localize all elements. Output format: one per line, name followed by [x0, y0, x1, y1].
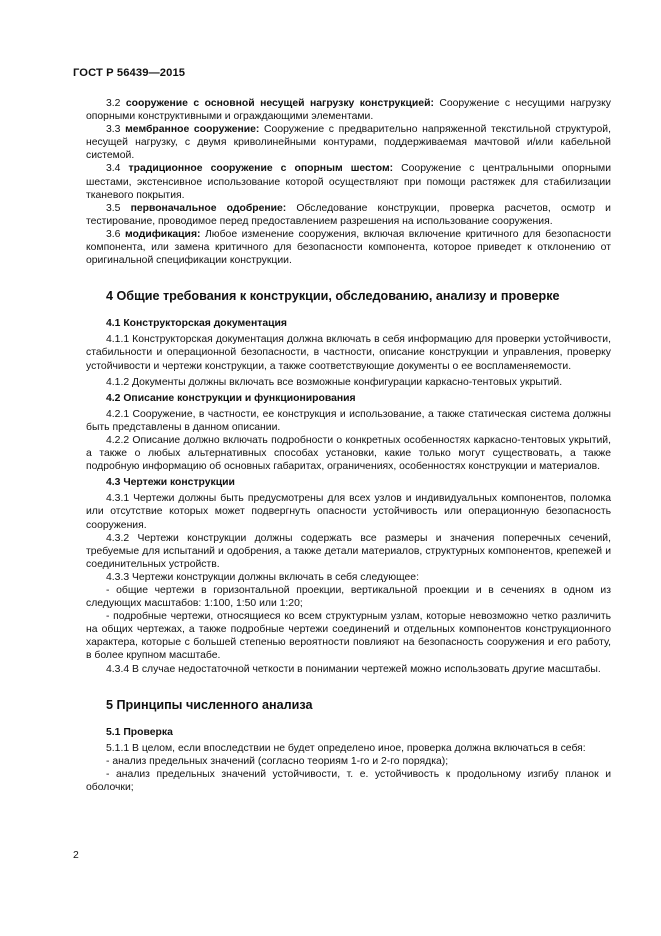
section-4-heading: 4 Общие требования к конструкции, обследованию, анализу и проверке	[106, 289, 560, 304]
paragraph-4-1-1: 4.1.1 Конструкторская документация должна включать в себя информацию для проверки устойчивости, стабильности и операционной безопасности, в частности, описание конструкции и управления, проверку устойчивости и чертежи конструкции, а также соответствующие документы о ее воспламеняемости.	[86, 334, 611, 372]
definition-term: традиционное сооружение с опорным шестом:	[128, 163, 394, 175]
paragraph-5-1-1: 5.1.1 В целом, если впоследствии не будет определено иное, проверка должна включаться в себя:	[106, 742, 586, 754]
section-5-heading: 5 Принципы численного анализа	[106, 697, 313, 712]
definition-3-2: 3.2 сооружение с основной несущей нагрузку конструкцией: Сооружение с несущими нагрузку опорными конструктивными и ограждающими элементами.	[86, 98, 611, 123]
definition-term: первоначальное одобрение:	[130, 202, 287, 214]
list-item: - подробные чертежи, относящиеся ко всем структурным узлам, которые невозможно четко различить на общих чертежах, а также подробные чертежи соединений и отдельных компонентов конструкционного характера, которые с большей степенью вероятности повлияют на безопасность сооружения и его работу, в более крупном масштабе.	[86, 611, 611, 662]
document-body	[86, 97, 611, 794]
list-item: - анализ предельных значений устойчивости, т. е. устойчивость к продольному изгибу планок и оболочки;	[86, 768, 611, 794]
subsection-5-1-heading: 5.1 Проверка	[106, 726, 173, 738]
definition-term: модификация:	[124, 228, 201, 240]
paragraph-4-3-2: 4.3.2 Чертежи конструкции должны содержать все размеры и значения поперечных сечений, требуемые для испытаний и одобрения, а также детали материалов, структурных компонентов, крепежей и соединительных устройств.	[86, 532, 611, 570]
list-item: - общие чертежи в горизонтальной проекции, вертикальной проекции и в сечениях в одном из следующих масштабов: 1:100, 1:50 или 1:20;	[86, 585, 611, 610]
list-item: - анализ предельных значений (согласно теориям 1-го и 2-го порядка);	[106, 755, 449, 767]
subsection-4-3-heading: 4.3 Чертежи конструкции	[106, 477, 235, 489]
paragraph-4-3-1: 4.3.1 Чертежи должны быть предусмотрены для всех узлов и индивидуальных компонентов, поломка или отсутствие которых может подвергнуть опасности устойчивость или операционную безопасность сооружения.	[86, 493, 611, 531]
paragraph-4-2-1: 4.2.1 Сооружение, в частности, ее конструкция и использование, а также статическая система должны быть представлены в данном описании.	[86, 408, 611, 433]
definition-term: мембранное сооружение:	[125, 124, 260, 136]
paragraph-4-1-2: 4.1.2 Документы должны включать все возможные конфигурации каркасно-тентовых укрытий.	[106, 376, 563, 388]
subsection-4-2-heading: 4.2 Описание конструкции и функционирования	[106, 392, 356, 404]
definition-3-5: 3.5 первоначальное одобрение: Обследование конструкции, проверка расчетов, осмотр и тестирование, проводимое перед предоставлением разрешения на использование сооружения.	[86, 202, 611, 227]
subsection-4-1-heading: 4.1 Конструкторская документация	[106, 318, 287, 330]
definition-3-3: 3.3 мембранное сооружение: Сооружение с предварительно напряженной текстильной структурой, несущей нагрузку, с двумя криволинейными контурами, поддерживаемая мачтовой и/или кабельной системой.	[86, 124, 612, 162]
paragraph-4-3-4: 4.3.4 В случае недостаточной четкости в понимании чертежей можно использовать другие масштабы.	[106, 663, 601, 675]
paragraph-4-3-3: 4.3.3 Чертежи конструкции должны включать в себя следующее:	[106, 571, 419, 583]
definition-3-4: 3.4 традиционное сооружение с опорным шестом: Сооружение с центральными опорными шестами, экстенсивное использование которой осуществляют при помощи растяжек для стабилизации тканевого покрытия.	[86, 163, 612, 201]
document-header: ГОСТ Р 56439—2015	[73, 67, 186, 79]
definition-3-6: 3.6 модификация: Любое изменение сооружения, включая включение критичного для безопасности компонента, или замена критичного для безопасности компонента, которое приведет к отклонению от оригинальной спецификации конструкции.	[86, 228, 611, 267]
paragraph-4-2-2: 4.2.2 Описание должно включать подробности о конкретных особенностях каркасно-тентовых укрытий, а также о любых альтернативных способах установки, какие только могут существовать, а также подробную информацию об основных габаритах, ограничениях, особенностях конструкции и материалов.	[86, 434, 611, 473]
page-number: 2	[73, 850, 79, 861]
definition-term: сооружение с основной несущей нагрузку конструкцией:	[125, 98, 434, 109]
